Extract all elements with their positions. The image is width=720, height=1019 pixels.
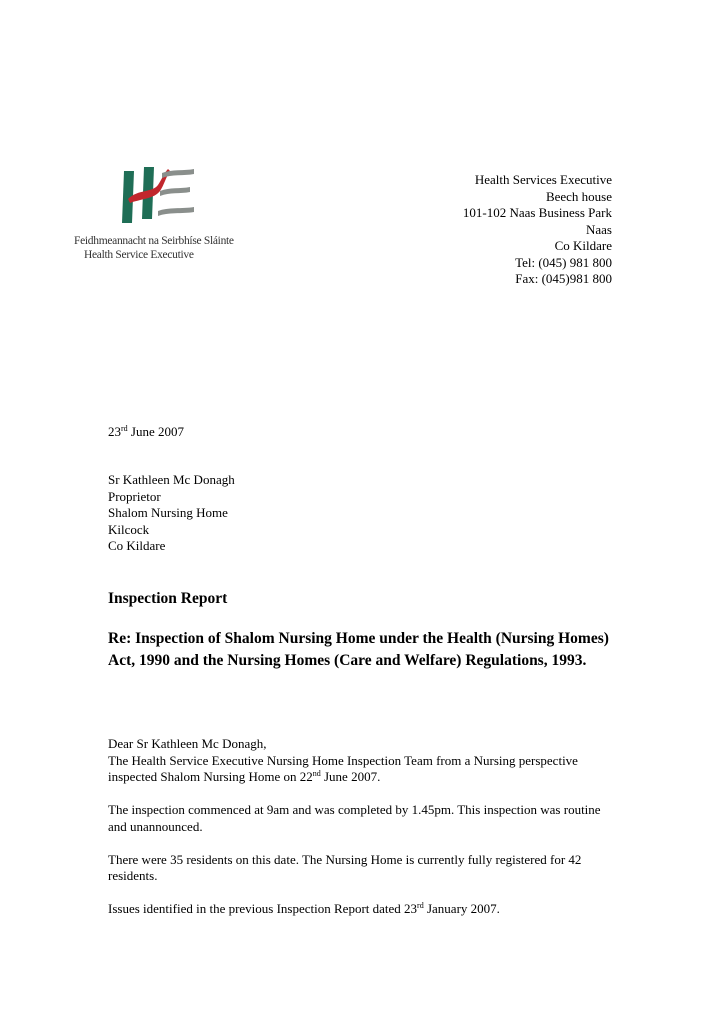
logo-text-english: Health Service Executive <box>84 249 194 261</box>
recipient-line: Co Kildare <box>108 538 166 553</box>
paragraph-text: Issues identified in the previous Inspection Report dated 23 <box>108 901 418 916</box>
paragraph-inspection-times: The inspection commenced at 9am and was completed by 1.45pm. This inspection was routine and unannounced. <box>108 802 601 834</box>
recipient-address <box>108 472 235 555</box>
recipient-line: Kilcock <box>108 521 150 537</box>
paragraph-inspection-team <box>108 753 618 786</box>
paragraph-text: June 2007. <box>320 769 381 784</box>
report-title: Inspection Report <box>108 590 228 607</box>
date-day: 23 <box>108 424 121 439</box>
address-line: Fax: (045)981 800 <box>515 271 612 286</box>
logo-e-mid-bar <box>160 187 190 196</box>
recipient-line: Proprietor <box>108 488 161 504</box>
recipient-line: Sr Kathleen Mc Donagh <box>108 472 235 487</box>
address-line: 101-102 Naas Business Park <box>462 205 612 220</box>
address-line: Naas <box>586 221 612 237</box>
address-line: Health Services Executive <box>474 172 612 187</box>
logo-text-irish: Feidhmeannacht na Seirbhíse Sláinte <box>74 235 234 247</box>
address-line: Beech house <box>545 188 612 204</box>
paragraph-previous-issues <box>108 901 618 918</box>
letter-date <box>108 424 184 441</box>
report-subject: Re: Inspection of Shalom Nursing Home under the Health (Nursing Homes) Act, 1990 and the Nursing Homes (Care and Welfare) Regulations, 1993. <box>108 630 609 669</box>
hse-logo <box>72 165 242 270</box>
paragraph-residents: There were 35 residents on this date. The Nursing Home is currently fully registered for 42 residents. <box>108 851 582 883</box>
sender-address <box>463 172 612 288</box>
logo-e-bottom-bar <box>158 207 194 216</box>
paragraph-text: The Health Service Executive Nursing Home Inspection Team from a Nursing perspective inspected Shalom Nursing Home on 22 <box>108 752 578 784</box>
date-suffix: rd <box>417 901 424 910</box>
date-suffix: rd <box>121 424 128 433</box>
paragraph-text: January 2007. <box>423 901 500 916</box>
letter-body <box>108 736 618 934</box>
address-line: Tel: (045) 981 800 <box>515 254 612 270</box>
hse-logo-mark-icon <box>118 165 198 227</box>
date-suffix: nd <box>312 769 321 778</box>
address-line: Co Kildare <box>554 238 612 253</box>
date-rest: June 2007 <box>127 424 185 439</box>
salutation: Dear Sr Kathleen Mc Donagh, <box>108 736 267 751</box>
recipient-line: Shalom Nursing Home <box>108 505 228 520</box>
